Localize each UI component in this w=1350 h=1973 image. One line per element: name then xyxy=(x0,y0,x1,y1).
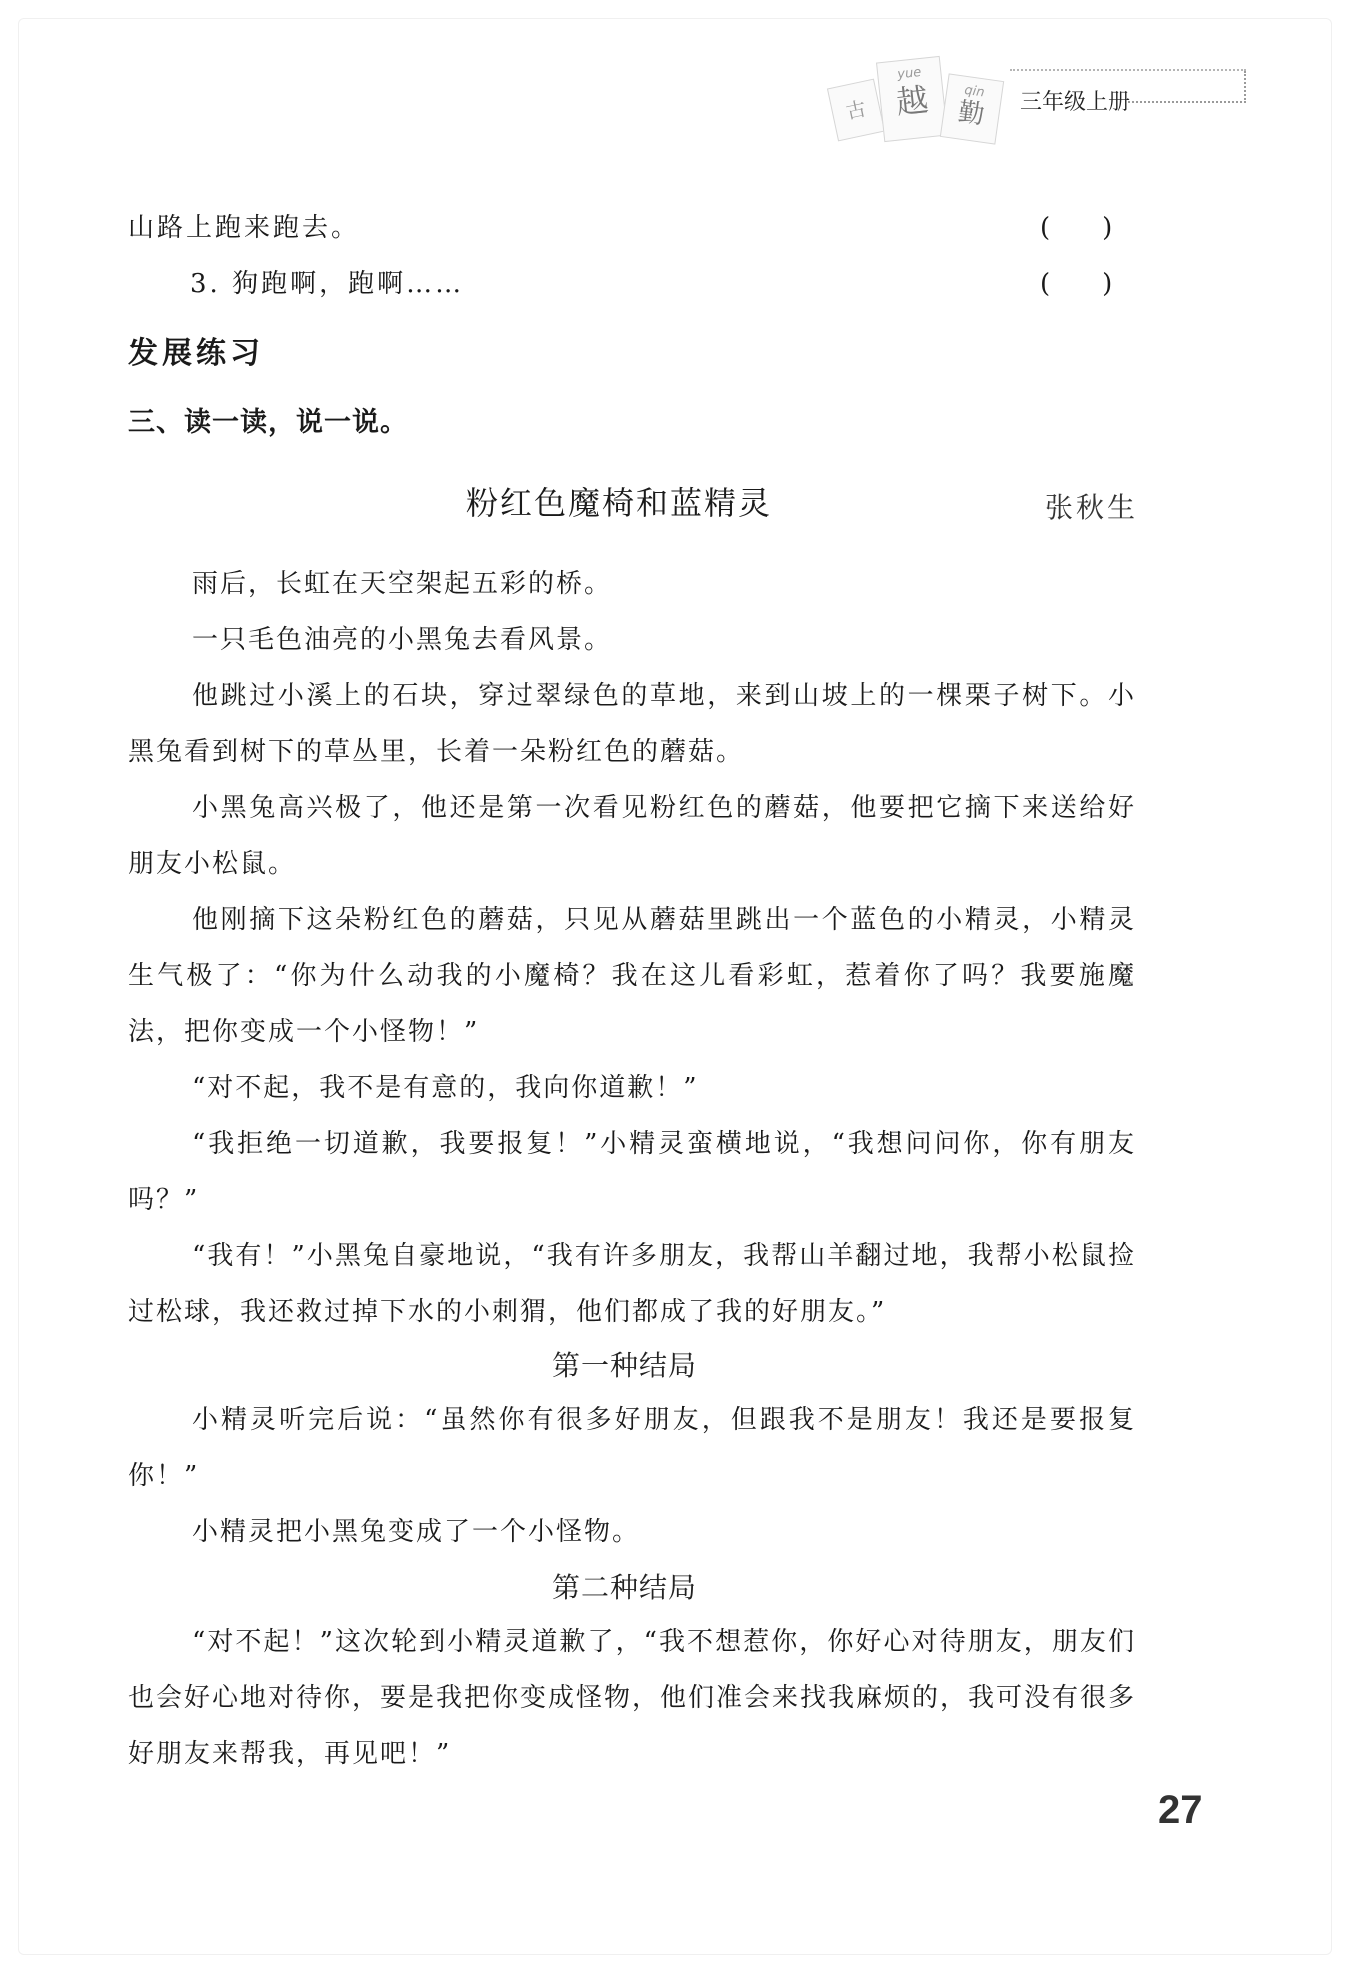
logo-char-main: 越 xyxy=(894,80,931,122)
story-paragraph: “对不起，我不是有意的，我向你道歉！” xyxy=(192,1073,699,1103)
story-paragraph: “对不起！”这次轮到小精灵道歉了，“我不想惹你，你好心对待朋友，朋友们也会好心地对待你，要是我把你变成怪物，他们准会来找我麻烦的，我可没有很多好朋友来帮我，再见吧！” xyxy=(128,1627,1137,1769)
exercise-title: 三、读一读，说一说。 xyxy=(128,407,408,438)
book-logo xyxy=(820,55,1010,145)
header-dotted-line xyxy=(1128,101,1246,103)
header-dotted-line-top xyxy=(1010,69,1246,71)
logo-pinyin-main: yue xyxy=(896,64,923,83)
story-paragraph: “我拒绝一切道歉，我要报复！”小精灵蛮横地说，“我想问问你，你有朋友吗？” xyxy=(128,1129,1136,1215)
page-number: 27 xyxy=(1158,1788,1203,1832)
logo-pinyin-right: qin xyxy=(963,82,986,101)
story-paragraph: 一只毛色油亮的小黑兔去看风景。 xyxy=(192,625,613,655)
ending-2-body xyxy=(128,1614,1136,1782)
ending-1-body xyxy=(128,1392,1136,1560)
story-paragraph: 小精灵把小黑兔变成了一个小怪物。 xyxy=(192,1517,641,1547)
story-paragraph: “我有！”小黑兔自豪地说，“我有许多朋友，我帮山羊翻过地，我帮小松鼠捡过松球，我还救过掉下水的小刺猬，他们都成了我的好朋友。” xyxy=(128,1241,1136,1327)
story-paragraph: 小精灵听完后说：“虽然你有很多好朋友，但跟我不是朋友！我还是要报复你！” xyxy=(128,1405,1136,1491)
story-body xyxy=(128,556,1136,1340)
story-paragraph: 他跳过小溪上的石块，穿过翠绿色的草地，来到山坡上的一棵栗子树下。小黑兔看到树下的草丛里，长着一朵粉红色的蘑菇。 xyxy=(128,681,1136,767)
ending-2-title: 第二种结局 xyxy=(552,1571,698,1604)
question-line-2-continued: 山路上跑来跑去。 xyxy=(128,213,361,243)
question-line-3: 3. 狗跑啊，跑啊…… xyxy=(190,269,465,299)
page-header xyxy=(820,55,1250,145)
answer-blank-3[interactable]: ( ) xyxy=(1040,269,1113,299)
story-paragraph: 他刚摘下这朵粉红色的蘑菇，只见从蘑菇里跳出一个蓝色的小精灵，小精灵生气极了：“你为什么动我的小魔椅？我在这儿看彩虹，惹着你了吗？我要施魔法，把你变成一个小怪物！” xyxy=(128,905,1136,1047)
logo-card-right xyxy=(940,73,1004,144)
story-paragraph: 小黑兔高兴极了，他还是第一次看见粉红色的蘑菇，他要把它摘下来送给好朋友小松鼠。 xyxy=(128,793,1136,879)
logo-char-left: 古 xyxy=(843,96,869,124)
logo-card-left xyxy=(827,79,885,142)
ending-1-title: 第一种结局 xyxy=(552,1349,698,1382)
logo-char-right: 勤 xyxy=(956,97,987,131)
section-title: 发展练习 xyxy=(128,336,264,371)
story-title: 粉红色魔椅和蓝精灵 xyxy=(466,484,773,522)
header-dotted-line-vertical xyxy=(1244,71,1246,103)
logo-card-main xyxy=(876,56,948,142)
grade-label: 三年级上册 xyxy=(1020,90,1131,115)
story-author: 张秋生 xyxy=(1045,491,1139,524)
answer-blank-2[interactable]: ( ) xyxy=(1040,213,1113,243)
story-paragraph: 雨后，长虹在天空架起五彩的桥。 xyxy=(192,569,613,599)
